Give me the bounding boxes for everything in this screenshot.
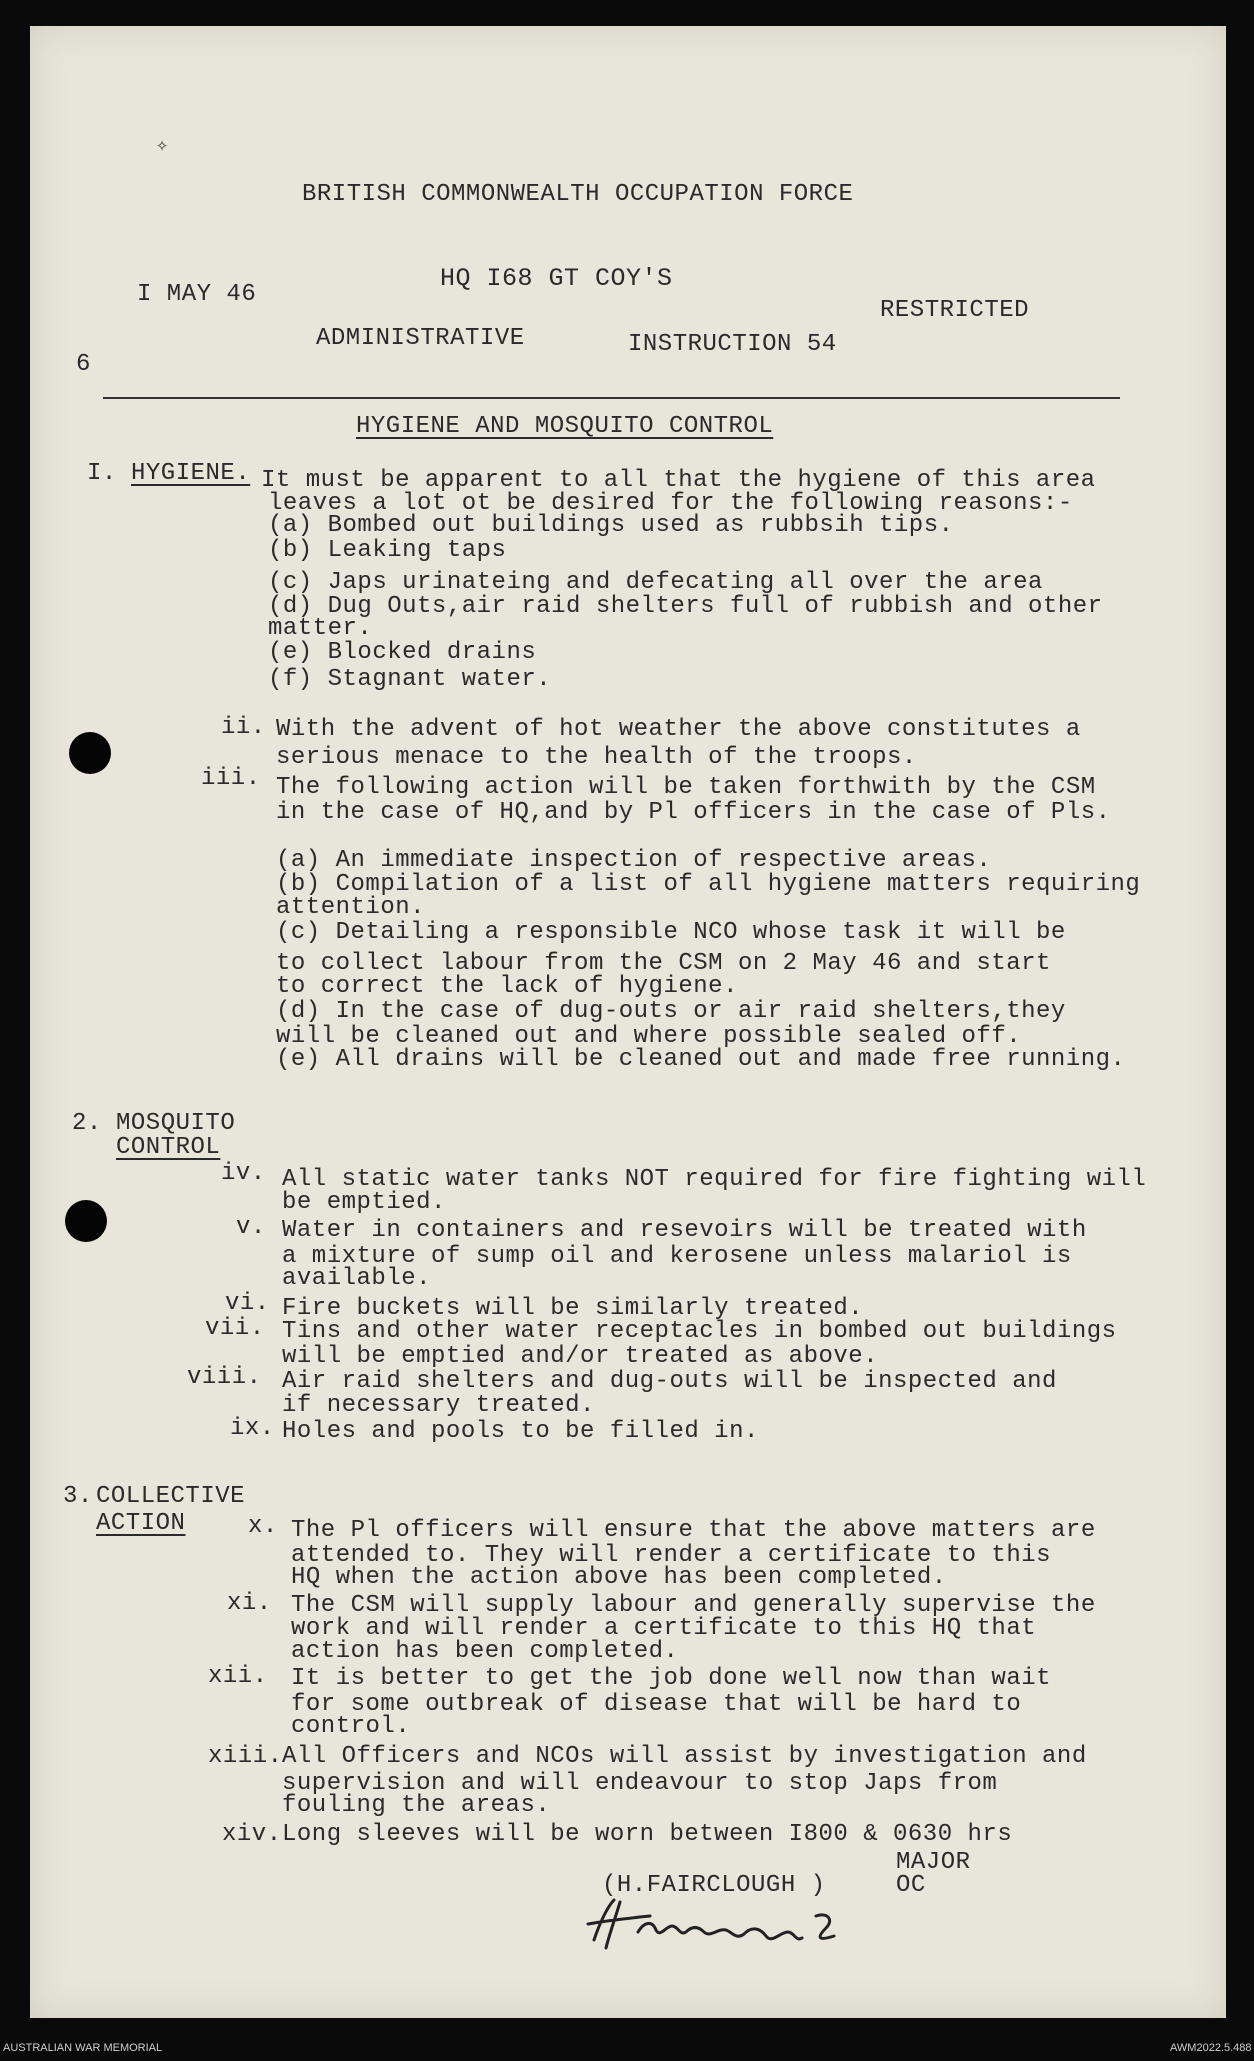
para-line: control. xyxy=(291,1713,411,1740)
reason-item: (a) Bombed out buildings used as rubbsih tips. xyxy=(268,512,954,539)
classification: RESTRICTED xyxy=(880,297,1030,324)
action-item: to correct the lack of hygiene. xyxy=(276,973,738,1000)
action-item: attention. xyxy=(276,894,426,921)
action-item: to collect labour from the CSM on 2 May 46 and start xyxy=(276,950,1051,977)
para-line: All static water tanks NOT required for fire fighting will xyxy=(282,1166,1147,1193)
para-number: viii. xyxy=(187,1364,262,1391)
para-line: Water in containers and resevoirs will be treated with xyxy=(282,1217,1087,1244)
para-number: vi. xyxy=(225,1290,270,1317)
margin-number: 6 xyxy=(76,351,91,378)
reason-item: (b) Leaking taps xyxy=(268,537,507,564)
header-rule xyxy=(103,397,1120,399)
section3-title-line2: ACTION xyxy=(96,1510,186,1537)
action-item: (e) All drains will be cleaned out and made free running. xyxy=(276,1046,1126,1073)
action-item: (c) Detailing a responsible NCO whose task it will be xyxy=(276,919,1066,946)
signatory-appointment: OC xyxy=(896,1872,926,1899)
action-item: (d) In the case of dug-outs or air raid shelters,they xyxy=(276,998,1066,1025)
para-line: available. xyxy=(282,1265,432,1292)
para-number: xiii. xyxy=(208,1743,283,1770)
para-line: fouling the areas. xyxy=(282,1792,551,1819)
section2-title-line2: CONTROL xyxy=(116,1134,221,1161)
para-number: v. xyxy=(236,1214,266,1241)
reason-item: (f) Stagnant water. xyxy=(268,666,552,693)
para-line: With the advent of hot weather the above constitutes a xyxy=(276,716,1081,743)
para-line: All Officers and NCOs will assist by investigation and xyxy=(282,1743,1087,1770)
para-line: for some outbreak of disease that will be hard to xyxy=(291,1691,1022,1718)
para-line: Long sleeves will be worn between I800 & 0630 hrs xyxy=(282,1821,1013,1848)
document-date: I MAY 46 xyxy=(137,281,257,308)
para-line: attended to. They will render a certificate to this xyxy=(291,1542,1052,1569)
para-line: be emptied. xyxy=(282,1189,446,1216)
para-number: x. xyxy=(248,1513,278,1540)
para-line: The Pl officers will ensure that the above matters are xyxy=(291,1517,1096,1544)
footer-accession-number: AWM2022.5.488 xyxy=(1170,2042,1252,2054)
signatory-name: (H.FAIRCLOUGH ) xyxy=(602,1872,826,1899)
document-title: BRITISH COMMONWEALTH OCCUPATION FORCE xyxy=(302,181,854,208)
para-number: xi. xyxy=(227,1590,272,1617)
para-line: a mixture of sump oil and kerosene unless malariol is xyxy=(282,1243,1072,1270)
para-number: ix. xyxy=(230,1415,275,1442)
para-line: The CSM will supply labour and generally supervise the xyxy=(291,1592,1096,1619)
signatory-rank: MAJOR xyxy=(896,1849,971,1876)
para-line: It is better to get the job done well now than wait xyxy=(291,1665,1052,1692)
para-number: vii. xyxy=(205,1315,265,1342)
para-number: xii. xyxy=(208,1663,268,1690)
reason-item: (e) Blocked drains xyxy=(268,639,537,666)
unit-heading: HQ I68 GT COY'S xyxy=(440,264,673,293)
para-line: Holes and pools to be filled in. xyxy=(282,1418,759,1445)
ink-mark: ✧ xyxy=(156,135,169,158)
para-line: supervision and will endeavour to stop Japs from xyxy=(282,1770,998,1797)
action-item: will be cleaned out and where possible sealed off. xyxy=(276,1023,1022,1050)
footer-source: AUSTRALIAN WAR MEMORIAL xyxy=(3,2042,163,2054)
punch-hole-top xyxy=(69,732,111,774)
section1-title: HYGIENE. xyxy=(131,460,251,487)
para-line: will be emptied and/or treated as above. xyxy=(282,1343,879,1370)
instruction-number: INSTRUCTION 54 xyxy=(628,331,837,358)
action-item: (b) Compilation of a list of all hygiene matters requiring xyxy=(276,871,1141,898)
para-number: ii. xyxy=(221,714,266,741)
section1-para-i-line1: It must be apparent to all that the hygiene of this area xyxy=(261,467,1096,494)
subject-heading: HYGIENE AND MOSQUITO CONTROL xyxy=(356,413,774,440)
instruction-label: ADMINISTRATIVE xyxy=(316,325,525,352)
para-line: action has been completed. xyxy=(291,1638,679,1665)
section3-number: 3. xyxy=(63,1483,93,1510)
section2-number: 2. xyxy=(72,1110,102,1137)
action-item: (a) An immediate inspection of respective areas. xyxy=(276,847,992,874)
para-line: Air raid shelters and dug-outs will be inspected and xyxy=(282,1368,1057,1395)
para-number: iv. xyxy=(221,1160,266,1187)
punch-hole-bottom xyxy=(65,1200,107,1242)
para-line: if necessary treated. xyxy=(282,1392,595,1419)
para-line: in the case of HQ,and by Pl officers in the case of Pls. xyxy=(276,799,1111,826)
para-line: The following action will be taken forthwith by the CSM xyxy=(276,774,1096,801)
para-line: work and will render a certificate to this HQ that xyxy=(291,1615,1037,1642)
para-line: Tins and other water receptacles in bombed out buildings xyxy=(282,1318,1117,1345)
para-number: xiv. xyxy=(222,1821,282,1848)
para-line: HQ when the action above has been completed. xyxy=(291,1564,947,1591)
reason-item: (c) Japs urinateing and defecating all over the area xyxy=(268,569,1043,596)
section3-title-line1: COLLECTIVE xyxy=(96,1483,246,1510)
handwritten-signature xyxy=(580,1892,880,1956)
para-line: Fire buckets will be similarly treated. xyxy=(282,1295,864,1322)
section1-para-i-line2: leaves a lot ot be desired for the following reasons:- xyxy=(268,490,1073,517)
section2-title-line1: MOSQUITO xyxy=(116,1110,236,1137)
para-number: iii. xyxy=(201,765,261,792)
reason-item: (d) Dug Outs,air raid shelters full of rubbish and other xyxy=(268,593,1103,620)
reason-item: matter. xyxy=(268,615,373,642)
section1-number: I. xyxy=(87,460,117,487)
para-line: serious menace to the health of the troops. xyxy=(276,744,917,771)
